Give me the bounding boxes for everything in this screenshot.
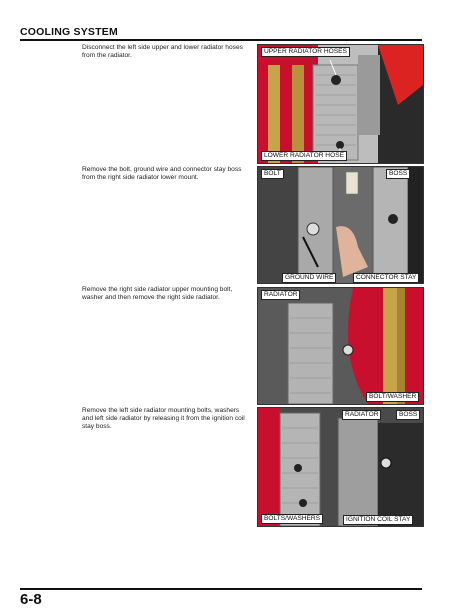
step-2-instruction: Remove the bolt, ground wire and connector stay boss from the right side radiator lower mount. bbox=[82, 166, 242, 182]
callout-lower-radiator-hose: LOWER RADIATOR HOSE bbox=[261, 151, 347, 161]
callout-boss-left: BOSS bbox=[396, 410, 420, 420]
page-number: 6-8 bbox=[20, 591, 42, 608]
step-1-illustration bbox=[258, 45, 423, 163]
callout-boss: BOSS bbox=[386, 169, 410, 179]
step-4-instruction: Remove the left side radiator mounting bolts, washers and left side radiator by releasing it from the ignition coil stay boss. bbox=[82, 407, 245, 431]
header-divider bbox=[20, 39, 422, 41]
callout-bolt-washer: BOLT/WASHER bbox=[366, 392, 419, 402]
callout-radiator-left: RADIATOR bbox=[342, 410, 381, 420]
step-2-photo bbox=[257, 166, 424, 284]
section-title: COOLING SYSTEM bbox=[20, 26, 118, 38]
step-1-photo bbox=[257, 44, 424, 164]
step-3-photo bbox=[257, 287, 424, 405]
callout-radiator: RADIATOR bbox=[261, 290, 300, 300]
callout-ground-wire: GROUND WIRE bbox=[282, 273, 336, 283]
step-4-photo bbox=[257, 407, 424, 527]
callout-bolts-washers: BOLTS/WASHERS bbox=[261, 514, 323, 524]
step-4-illustration bbox=[258, 408, 423, 526]
callout-connector-stay: CONNECTOR STAY bbox=[353, 273, 419, 283]
footer-divider bbox=[20, 588, 422, 590]
callout-ignition-coil-stay: IGNITION COIL STAY bbox=[343, 515, 413, 525]
step-2-illustration bbox=[258, 167, 423, 283]
callout-bolt: BOLT bbox=[261, 169, 284, 179]
step-3-illustration bbox=[258, 288, 423, 404]
step-3-instruction: Remove the right side radiator upper mounting bolt, washer and then remove the right side radiator. bbox=[82, 286, 233, 302]
step-1-instruction: Disconnect the left side upper and lower radiator hoses from the radiator. bbox=[82, 44, 243, 60]
callout-upper-radiator-hoses: UPPER RADIATOR HOSES bbox=[261, 47, 350, 57]
